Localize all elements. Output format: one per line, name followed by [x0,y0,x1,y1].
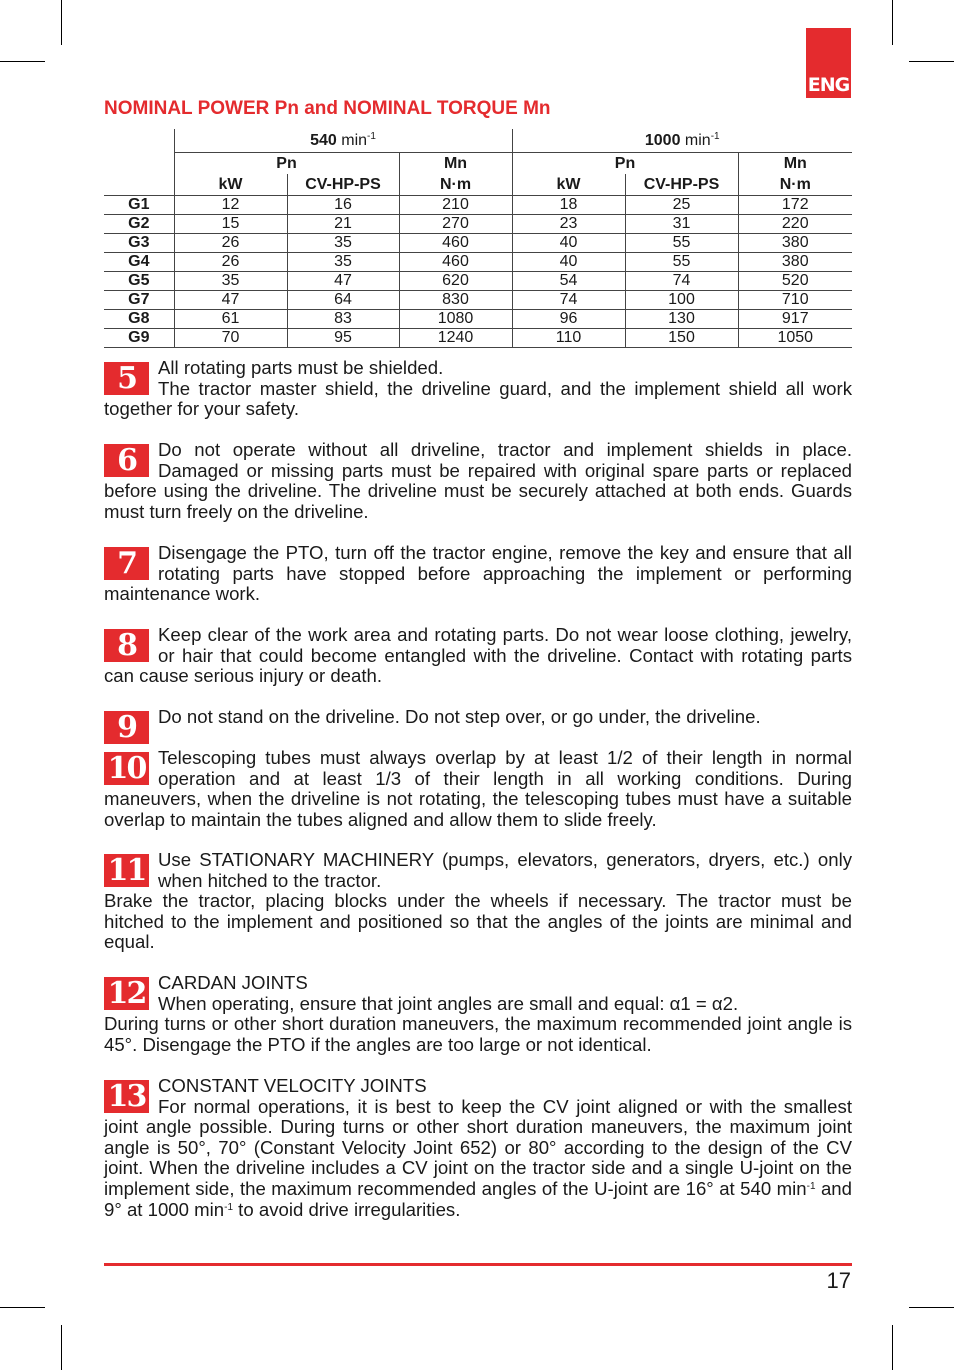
item-text: Keep clear of the work area and rotating parts. Do not wear loose clothing, jewelry, or hair that could become entangled with the driveline. Contact with rotating parts can cause serious injury or death. [104,624,852,687]
crop-mark [0,61,45,62]
table-cell: 26 [174,234,287,253]
table-row [104,329,852,348]
item-number-badge: 9 [104,711,149,744]
table-cell: 270 [399,215,512,234]
table-cell: 16 [287,196,399,215]
row-label: G5 [104,272,174,291]
table-row [104,234,852,253]
mn-header: Mn [738,153,852,175]
table-cell: 130 [625,310,738,329]
mn-header: Mn [399,153,512,175]
col-hp-header: CV-HP-PS [287,174,399,196]
table-cell: 74 [512,291,625,310]
item-text: Use STATIONARY MACHINERY (pumps, elevators, generators, dryers, etc.) only when hitched to the tractor. [158,849,852,891]
crop-mark [892,0,893,45]
table-cell: 83 [287,310,399,329]
table-cell: 55 [625,234,738,253]
safety-item-6 [104,440,852,522]
safety-item-10 [104,748,852,830]
col-kw-header: kW [174,174,287,196]
col-nm-header: N·m [399,174,512,196]
table-cell: 47 [174,291,287,310]
safety-item-8 [104,625,852,687]
row-label: G7 [104,291,174,310]
pn-header: Pn [174,153,399,175]
safety-item-12 [104,973,852,1055]
table-cell: 55 [625,253,738,272]
safety-item-7 [104,543,852,605]
table-header-group [104,153,852,175]
table-cell: 35 [287,234,399,253]
item-text: Do not operate without all driveline, tractor and implement shields in place. Damaged or missing parts must be repaired with original spare parts or replaced before using the driveline. The driveline must be securely attached at both ends. Guards must turn freely on the driveline. [104,439,852,522]
row-label: G9 [104,329,174,348]
crop-mark [61,1325,62,1370]
item-number-badge: 5 [104,362,149,395]
item-number-badge: 10 [104,752,149,785]
row-label: G2 [104,215,174,234]
row-label: G8 [104,310,174,329]
safety-item-9 [104,707,852,744]
safety-item-5 [104,358,852,420]
crop-mark [909,1307,954,1308]
table-cell: 64 [287,291,399,310]
item-number-badge: 13 [104,1080,149,1113]
table-header-speed [104,129,852,153]
table-cell: 74 [625,272,738,291]
table-cell: 15 [174,215,287,234]
table-cell: 47 [287,272,399,291]
col-nm-header: N·m [738,174,852,196]
table-row [104,253,852,272]
table-cell: 40 [512,234,625,253]
table-cell: 380 [738,234,852,253]
row-label: G3 [104,234,174,253]
table-cell: 95 [287,329,399,348]
item-number-badge: 12 [104,977,149,1010]
table-cell: 35 [174,272,287,291]
table-cell: 1080 [399,310,512,329]
crop-mark [0,1307,45,1308]
page-number: 17 [826,1268,851,1293]
table-cell: 520 [738,272,852,291]
col-kw-header: kW [512,174,625,196]
item-text: Brake the tractor, placing blocks under the wheels if necessary. The tractor must be hitched to the implement and positioned so that the angles of the joints are minimal and equal. [104,890,852,953]
table-cell: 110 [512,329,625,348]
table-cell: 710 [738,291,852,310]
item-text: Do not stand on the driveline. Do not step over, or go under, the driveline. [158,706,761,727]
item-text: The tractor master shield, the driveline guard, and the implement shield all work together for your safety. [104,377,852,420]
item-number-badge: 6 [104,444,149,477]
table-cell: 18 [512,196,625,215]
table-cell: 380 [738,253,852,272]
section-title: NOMINAL POWER Pn and NOMINAL TORQUE Mn [104,98,551,119]
item-text: When operating, ensure that joint angles are small and equal: α1 = α2. [158,992,739,1014]
speed-1000-header: 1000 $\min^{-1}$ [512,129,852,153]
table-row [104,291,852,310]
table-cell: 40 [512,253,625,272]
item-text: All rotating parts must be shielded. [158,357,444,378]
table-cell: 23 [512,215,625,234]
footer-divider [104,1263,852,1266]
table-cell: 25 [625,196,738,215]
table-row [104,215,852,234]
table-cell: 917 [738,310,852,329]
table-row [104,272,852,291]
item-text: For normal operations, it is best to keep the CV joint aligned or with the smallest joint angle possible. During turns or other short duration maneuvers, the maximum joint angle is 50°, 70° (Constant Velocity Joint 652) or 80° according to the design of the CV joint. When the driveline includes a CV joint on the tractor side and a single U-joint on the implement side, the maximum recommended angles of the U-joint are 16° at 540 $\min^{-1}$ and 9° at 1000 $\min^{-1}$ to avoid drive irregularities. [104,1095,852,1220]
table-cell: 31 [625,215,738,234]
table-cell: 1240 [399,329,512,348]
crop-mark [61,0,62,45]
item-text: During turns or other short duration maneuvers, the maximum recommended joint angle is 45°. Disengage the PTO if the angles are too large or not identical. [104,1013,852,1055]
language-tab: ENG [806,28,851,98]
safety-item-11 [104,850,852,953]
item-text: Telescoping tubes must always overlap by at least 1/2 of their length in normal operation and at least 1/3 of their length in all working conditions. During maneuvers, when the driveline is not rotating, the telescoping tubes must have a suitable overlap to maintain the tubes aligned and allow them to slide freely. [104,747,852,830]
table-cell: 26 [174,253,287,272]
item-text: Disengage the PTO, turn off the tractor engine, remove the key and ensure that all rotating parts have stopped before approaching the implement or performing maintenance work. [104,542,852,605]
table-cell: 460 [399,253,512,272]
table-cell: 61 [174,310,287,329]
table-cell: 172 [738,196,852,215]
table-cell: 460 [399,234,512,253]
crop-mark [909,61,954,62]
col-hp-header: CV-HP-PS [625,174,738,196]
item-number-badge: 11 [104,854,149,887]
table-cell: 35 [287,253,399,272]
item-number-badge: 7 [104,547,149,580]
safety-item-13 [104,1076,852,1220]
table-cell: 12 [174,196,287,215]
table-cell: 830 [399,291,512,310]
pn-header: Pn [512,153,738,175]
item-heading: CARDAN JOINTS [158,972,308,993]
table-cell: 220 [738,215,852,234]
speed-540-header: 540 $\min^{-1}$ [174,129,512,153]
table-row [104,196,852,215]
table-row [104,310,852,329]
table-cell: 96 [512,310,625,329]
table-cell: 100 [625,291,738,310]
row-label: G4 [104,253,174,272]
power-torque-table [104,129,852,348]
table-cell: 1050 [738,329,852,348]
row-label: G1 [104,196,174,215]
item-heading: CONSTANT VELOCITY JOINTS [158,1075,427,1096]
table-cell: 210 [399,196,512,215]
table-cell: 70 [174,329,287,348]
table-cell: 150 [625,329,738,348]
table-cell: 620 [399,272,512,291]
crop-mark [892,1325,893,1370]
table-cell: 21 [287,215,399,234]
table-cell: 54 [512,272,625,291]
table-header-units [104,174,852,196]
item-number-badge: 8 [104,629,149,662]
